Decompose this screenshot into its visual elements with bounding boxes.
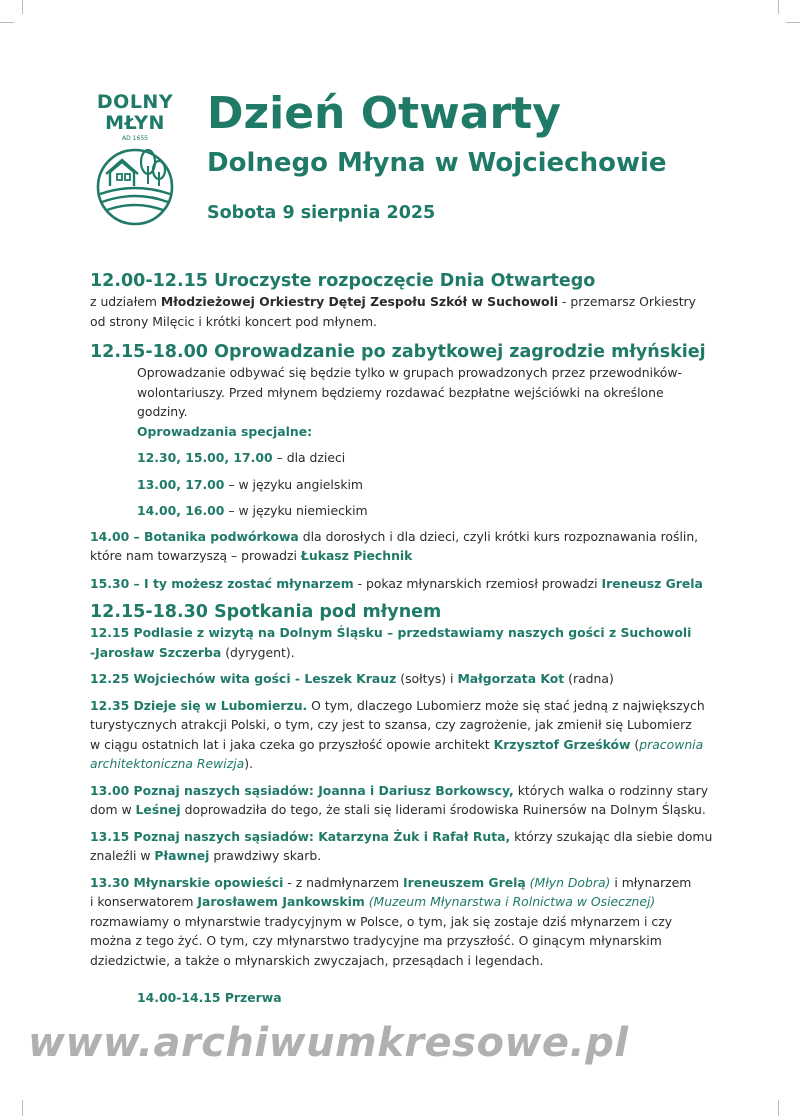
orchestra-name: Młodzieżowej Orkiestry Dętej Zespołu Szkół w Suchowoli bbox=[160, 294, 559, 309]
crop-mark-right-upper bbox=[786, 22, 800, 23]
text: (sołtys) i bbox=[396, 671, 458, 686]
event-title: 12.25 Wojciechów wita gości - Leszek Krauz bbox=[90, 671, 397, 686]
guest-name: Małgorzata Kot bbox=[457, 671, 565, 686]
text: prawdziwy skarb. bbox=[209, 848, 322, 863]
text: - przemarsz Orkiestry bbox=[558, 294, 696, 309]
text-line: wolontariuszy. Przed młynem będziemy rozdawać bezpłatne wejściówki na określone bbox=[137, 384, 664, 400]
text: O tym, dlaczego Lubomierz może się stać jedną z największych bbox=[307, 697, 705, 713]
event-title: 13.30 Młynarskie opowieści bbox=[90, 874, 284, 890]
text-line: godziny. bbox=[137, 404, 188, 419]
text: z udziałem bbox=[90, 294, 161, 309]
opening-description bbox=[90, 292, 730, 331]
crop-mark-left-upper bbox=[0, 22, 14, 23]
guest-name: Krzysztof Grześków bbox=[493, 736, 631, 752]
place-name: Leśnej bbox=[135, 802, 181, 817]
text: dziedzictwie, a także o młynarskich zwyczajach, przesądach i legendach. bbox=[90, 952, 544, 968]
tour-times: 13.00, 17.00 bbox=[137, 476, 225, 492]
text: (dyrygent). bbox=[221, 644, 295, 660]
text: dla dorosłych i dla dzieci, czyli krótki kurs rozpoznawania roślin, bbox=[298, 528, 699, 544]
text: którzy szukając dla siebie domu bbox=[510, 828, 713, 844]
host-name: Ireneusz Grela bbox=[601, 575, 703, 591]
event-title: 15.30 – I ty możesz zostać młynarzem bbox=[90, 575, 354, 591]
special-tour-item bbox=[137, 501, 730, 521]
text: doprowadziła do tego, że stali się liderami środowiska Ruinersów na Dolnym Śląsku. bbox=[180, 802, 706, 817]
watermark bbox=[0, 1006, 640, 1086]
tours-description bbox=[90, 363, 730, 521]
meeting-1235 bbox=[90, 696, 730, 774]
meeting-1215 bbox=[90, 623, 730, 662]
guest-name: Jarosławem Jankowskim bbox=[197, 894, 365, 909]
event-title: 13.00 Poznaj naszych sąsiadów: Joanna i Dariusz Borkowscy, bbox=[90, 782, 514, 798]
crop-mark-top-right bbox=[778, 0, 779, 14]
event-date: Sobota 9 sierpnia 2025 bbox=[207, 203, 436, 223]
crop-mark-top-left bbox=[22, 0, 23, 14]
special-tours-label: Oprowadzania specjalne: bbox=[137, 423, 313, 439]
text: znaleźli w bbox=[90, 848, 155, 863]
special-tour-item bbox=[137, 475, 730, 495]
place-name: Pławnej bbox=[154, 848, 210, 863]
text: i konserwatorem bbox=[90, 894, 198, 909]
text: w ciągu ostatnich lat i jaka czeka go przyszłość opowie architekt bbox=[90, 736, 494, 752]
crop-mark-bottom-right bbox=[778, 1100, 779, 1116]
meeting-1315 bbox=[90, 827, 730, 866]
botany-event bbox=[90, 527, 730, 566]
affiliation: pracownia bbox=[639, 736, 704, 752]
affiliation: architektoniczna Rewizja bbox=[90, 756, 245, 771]
logo bbox=[86, 92, 184, 226]
text: (radna) bbox=[564, 671, 614, 686]
affiliation: (Młyn Dobra) bbox=[525, 874, 611, 890]
text: od strony Milęcic i krótki koncert pod młynem. bbox=[90, 313, 377, 329]
logo-line-1: DOLNY bbox=[96, 91, 174, 113]
text: których walka o rodzinny stary bbox=[513, 782, 709, 798]
event-title: 13.15 Poznaj naszych sąsiadów: Katarzyna Żuk i Rafał Ruta, bbox=[90, 828, 511, 844]
watermark-text: www.archiwumkresowe.pl bbox=[28, 1020, 629, 1066]
meeting-1300 bbox=[90, 781, 730, 820]
meeting-1225 bbox=[90, 669, 730, 689]
text: dom w bbox=[90, 802, 136, 817]
program-content bbox=[90, 270, 730, 1008]
text: można z tego żyć. O tym, czy młynarstwo tradycyjne ma przyszłość. O ginącym młynarskim bbox=[90, 933, 662, 948]
miller-event bbox=[90, 574, 730, 594]
event-title: 12.15 Podlasie z wizytą na Dolnym Śląsku – przedstawiamy naszych gości z Suchowoli bbox=[90, 625, 692, 640]
crop-mark-bottom-left bbox=[22, 1100, 23, 1116]
text-line: Oprowadzanie odbywać się będzie tylko w grupach prowadzonych przez przewodników- bbox=[137, 365, 682, 380]
text: rozmawiamy o młynarstwie tradycyjnym w Polsce, o tym, jak się zostaje dziś młynarzem i czy bbox=[90, 913, 673, 929]
break-item: 14.00-14.15 Przerwa bbox=[137, 990, 282, 1005]
tour-times: 12.30, 15.00, 17.00 bbox=[137, 450, 273, 465]
page-subtitle: Dolnego Młyna w Wojciechowie bbox=[207, 148, 667, 178]
text: ( bbox=[630, 736, 640, 752]
special-tour-item bbox=[137, 448, 730, 468]
tour-desc: – w języku angielskim bbox=[224, 476, 364, 492]
section-heading-opening: 12.00-12.15 Uroczyste rozpoczęcie Dnia Otwartego bbox=[90, 271, 596, 291]
affiliation: (Muzeum Młynarstwa i Rolnictwa w Osiecznej) bbox=[364, 894, 656, 909]
text: turystycznych atrakcji Polski, o tym, czy jest to szansa, czy zagrożenie, jak zmienił się Lubomierz bbox=[90, 717, 692, 732]
tour-desc: – w języku niemieckim bbox=[224, 503, 368, 518]
guest-name: Ireneuszem Grelą bbox=[403, 874, 526, 890]
logo-since: AD 1655 bbox=[122, 135, 148, 142]
text: ). bbox=[244, 756, 254, 771]
mill-house-icon bbox=[92, 144, 178, 226]
page-title: Dzień Otwarty bbox=[207, 88, 561, 139]
text: które nam towarzyszą – prowadzi bbox=[90, 548, 301, 563]
event-title: 14.00 – Botanika podwórkowa bbox=[90, 528, 299, 544]
text: i młynarzem bbox=[610, 874, 692, 890]
section-heading-meetings: 12.15-18.30 Spotkania pod młynem bbox=[90, 602, 442, 622]
tour-times: 14.00, 16.00 bbox=[137, 503, 225, 518]
section-heading-tours: 12.15-18.00 Oprowadzanie po zabytkowej zagrodzie młyńskiej bbox=[90, 342, 706, 362]
text: - pokaz młynarskich rzemiosł prowadzi bbox=[353, 575, 602, 591]
logo-line-2: MŁYN bbox=[105, 112, 165, 134]
guest-name: -Jarosław Szczerba bbox=[90, 644, 222, 660]
host-name: Łukasz Piechnik bbox=[300, 548, 413, 563]
tour-desc: – dla dzieci bbox=[272, 450, 346, 465]
meeting-1330 bbox=[90, 873, 730, 971]
event-title: 12.35 Dzieje się w Lubomierzu. bbox=[90, 697, 308, 713]
text: - z nadmłynarzem bbox=[283, 874, 404, 890]
